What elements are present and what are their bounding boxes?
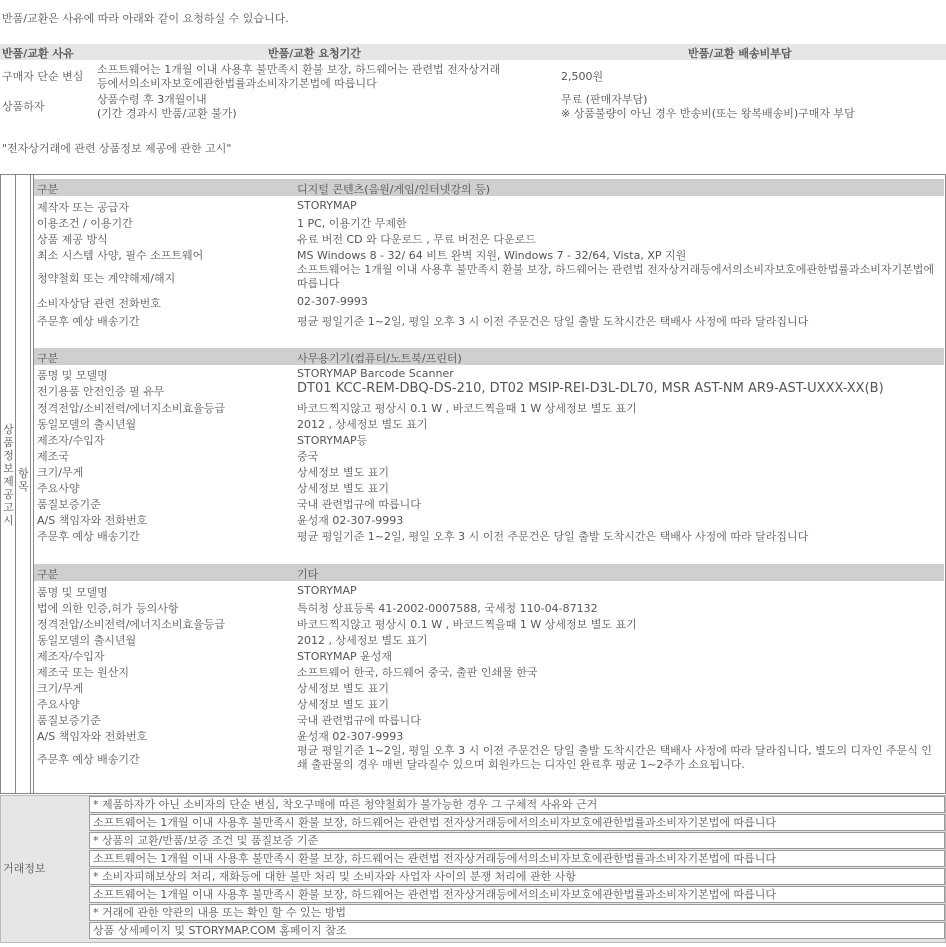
info-label: 제조국 또는 원산지 [37,666,130,679]
info-value: 윤성재 02-307-9993 [297,514,404,527]
product-info-table [33,175,945,793]
side-label-notice: 상품정보제공고시 [3,423,14,527]
side-cell-inner [16,175,31,793]
product-info-section [0,174,946,794]
info-label: 정격전압/소비전력/에너지소비효율등급 [37,402,226,415]
group-header-value: 사무용기기(컴퓨터/노트북/프린터) [297,352,462,365]
info-label: 크기/무게 [37,466,84,479]
group-header-digital [34,179,944,196]
group-header-value: 디지털 콘텐츠(음원/게임/인터넷강의 등) [297,183,491,196]
info-value: 1 PC, 이용기간 무제한 [297,217,407,230]
return-table-header [0,44,946,60]
header-fee: 반품/교환 배송비부담 [688,47,792,60]
info-value: STORYMAP [297,584,357,597]
trade-info-section [0,795,946,943]
group-header-office [34,348,944,365]
group-header-label: 구분 [37,568,59,581]
trade-question: * 소비자피해보상의 처리, 재화등에 대한 불만 처리 및 소비자와 사업자 사이의 분쟁 처리에 관한 사항 [89,868,945,885]
intro-text: 반품/교환은 사유에 따라 아래와 같이 요청하실 수 있습니다. [2,12,289,25]
group-header-etc [34,564,944,581]
info-label: 주요사양 [37,698,80,711]
info-value: 유료 버전 CD 와 다운로드 , 무료 버전은 다운로드 [297,233,536,246]
info-label: 제조자/수입자 [37,650,105,663]
group-header-label: 구분 [37,352,59,365]
row-fee-2b: ※ 상품불량이 아닌 경우 반송비(또는 왕복배송비)구매자 부담 [561,107,855,120]
info-label: 주문후 예상 배송기간 [37,530,140,543]
trade-answer: 소프트웨어는 1개월 이내 사용후 불만족시 환불 보장, 하드웨어는 관련법 전자상거래등에서의소비자보호에관한법률과소비자기본법에 따릅니다 [89,886,945,903]
info-value: 윤성재 02-307-9993 [297,730,404,743]
info-label: 제작자 또는 공급자 [37,201,130,214]
trade-answer: 소프트웨어는 1개월 이내 사용후 불만족시 환불 보장, 하드웨어는 관련법 전자상거래등에서의소비자보호에관한법률과소비자기본법에 따릅니다 [89,850,945,867]
info-label: 주문후 예상 배송기간 [37,315,140,328]
info-value: 2012 , 상세정보 별도 표기 [297,418,428,431]
info-label: 품질보증기준 [37,498,101,511]
group-header-value: 기타 [297,568,319,581]
info-label: 품질보증기준 [37,714,101,727]
info-label: 상품 제공 방식 [37,233,108,246]
info-value: 상세정보 별도 표기 [297,482,390,495]
info-label: 이용조건 / 이용기간 [37,217,133,230]
info-label: 전기용품 안전인증 필 유무 [37,385,165,398]
info-value: 상세정보 별도 표기 [297,698,390,711]
group-header-label: 구분 [37,183,59,196]
info-label: 청약철회 또는 계약해제/해지 [37,272,176,285]
info-label: 품명 및 모델명 [37,586,108,599]
row-period-2b: (기간 경과시 반품/교환 불가) [97,107,237,120]
info-value: 상세정보 별도 표기 [297,466,390,479]
info-value: 평균 평일기준 1~2일, 평일 오후 3 시 이전 주문건은 당일 출발 도착시간은 택배사 사정에 따라 달라집니다 [297,530,809,543]
info-value: 평균 평일기준 1~2일, 평일 오후 3 시 이전 주문건은 당일 출발 도착시간은 택배사 사정에 따라 달라집니다 [297,315,809,328]
row-fee-1: 2,500원 [561,70,604,83]
notice-title: "전자상거래에 관련 상품정보 제공에 관한 고시" [2,142,232,155]
info-label: 주요사양 [37,482,80,495]
info-value: 특허청 상표등록 41-2002-0007588, 국세청 110-04-87132 [297,602,598,615]
info-label: 동일모델의 출시년월 [37,418,137,431]
row-reason-1: 구매자 단순 변심 [2,70,84,83]
info-label: 품명 및 모델명 [37,369,108,382]
info-value: 중국 [297,450,319,463]
info-label: 소비자상담 관련 전화번호 [37,297,161,310]
trade-answer: 소프트웨어는 1개월 이내 사용후 불만족시 환불 보장, 하드웨어는 관련법 전자상거래등에서의소비자보호에관한법률과소비자기본법에 따릅니다 [89,814,945,831]
info-value: STORYMAP 윤성재 [297,650,393,663]
info-label: 제조자/수입자 [37,434,105,447]
info-value: STORYMAP Barcode Scanner [297,367,454,380]
info-label: 법에 의한 인증,허가 등의사항 [37,602,179,615]
info-label: A/S 책임자와 전화번호 [37,514,148,527]
info-value: 국내 관련법규에 따릅니다 [297,714,421,727]
info-value: 소프트웨어 한국, 하드웨어 중국, 출판 인쇄물 한국 [297,666,538,679]
trade-question: * 상품의 교환/반품/보증 조건 및 품질보증 기준 [89,832,945,849]
header-reason: 반품/교환 사유 [2,47,74,60]
row-fee-2a: 무료 (판매자부담) [561,93,648,106]
trade-info-label: 거래정보 [3,862,46,875]
info-value: 바코드찍지않고 평상시 0.1 W , 바코드찍을때 1 W 상세정보 별도 표기 [297,618,637,631]
trade-question: * 제품하자가 아닌 소비자의 단순 변심, 착오구매에 따른 청약철회가 불가능한 경우 그 구체적 사유와 근거 [89,796,945,813]
info-value: 소프트웨어는 1개월 이내 사용후 불만족시 환불 보장, 하드웨어는 관련법 전자상거래등에서의소비자보호에관한법률과소비자기본법에 따릅니다 [297,263,935,290]
info-label: 최소 시스템 사양, 필수 소프트웨어 [37,249,204,262]
info-value: STORYMAP [297,199,357,212]
info-value: 2012 , 상세정보 별도 표기 [297,634,428,647]
info-value: 상세정보 별도 표기 [297,682,390,695]
trade-answer: 상품 상세페이지 및 STORYMAP.COM 홈페이지 참조 [89,922,945,939]
info-value: 국내 관련법규에 따릅니다 [297,498,421,511]
info-label: 제조국 [37,450,69,463]
info-label: 크기/무게 [37,682,84,695]
info-value: MS Windows 8 - 32/ 64 비트 완벽 지원, Windows 7 - 32/64, Vista, XP 지원 [297,249,687,262]
trade-question: * 거래에 관한 약관의 내용 또는 확인 할 수 있는 방법 [89,904,945,921]
header-period: 반품/교환 요청기간 [268,47,361,60]
row-period-2a: 상품수령 후 3개월이내 [97,93,207,106]
row-reason-2: 상품하자 [2,100,45,113]
info-label: 주문후 예상 배송기간 [37,753,140,766]
info-label: A/S 책임자와 전화번호 [37,730,148,743]
info-value: 바코드찍지않고 평상시 0.1 W , 바코드찍을때 1 W 상세정보 별도 표기 [297,402,637,415]
info-label: 정격전압/소비전력/에너지소비효율등급 [37,618,226,631]
info-value: 02-307-9993 [297,295,368,308]
info-value: 평균 평일기준 1~2일, 평일 오후 3 시 이전 주문건은 당일 출발 도착시간은 택배사 사정에 따라 달라집니다, 별도의 디자인 주문식 인쇄 출판물의 경우 매번 달라질수 있으며 회원카드는 디자인 완료후 평균 1~2주가 소요됩니다. [297,744,932,771]
info-value: STORYMAP등 [297,434,368,447]
row-period-1b: 등에서의소비자보호에관한법률과소비자기본법에 따릅니다 [97,77,377,90]
info-value: DT01 KCC-REM-DBQ-DS-210, DT02 MSIP-REI-D3L-DL70, MSR AST-NM AR9-AST-UXXX-XX(B) [297,381,884,396]
info-label: 동일모델의 출시년월 [37,634,137,647]
row-period-1a: 소프트웨어는 1개월 이내 사용후 불만족시 환불 보장, 하드웨어는 관련법 전자상거래 [97,63,501,76]
side-label-items: 항목 [18,467,29,493]
side-cell-outer [1,175,16,793]
